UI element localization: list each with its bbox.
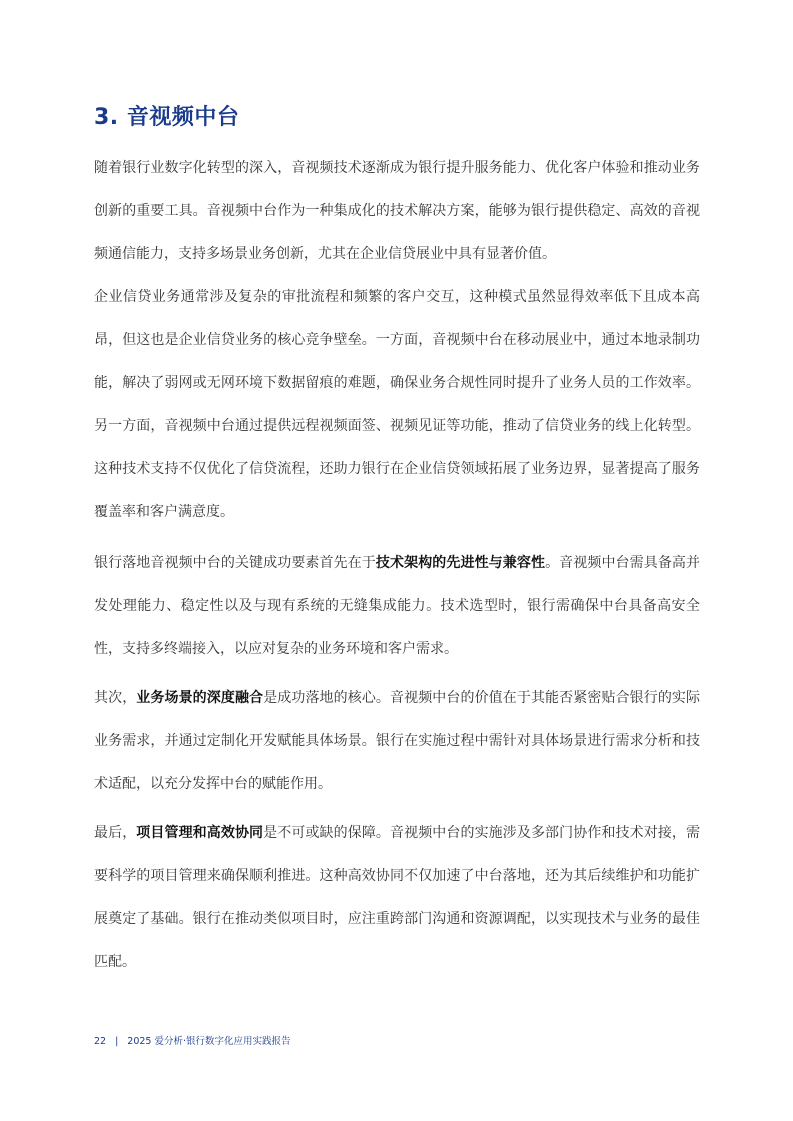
p4-text-after: 是成功落地的核心。音视频中台的价值在于其能否紧密贴合银行的实际业务需求，并通过定制化开发赋能具体场景。银行在实施过程中需针对具体场景进行需求分析和技术适配，以充分发挥中台的赋能作用。 bbox=[94, 690, 701, 792]
p3-text-after: 。音视频中台需具备高并发处理能力、稳定性以及与现有系统的无缝集成能力。技术选型时，银行需确保中台具备高安全性，支持多终端接入，以应对复杂的业务环境和客户需求。 bbox=[94, 555, 701, 657]
p4-bold-phrase: 业务场景的深度融合 bbox=[136, 690, 264, 706]
paragraph-key-factor-scenario bbox=[94, 677, 700, 806]
p4-text-before: 其次， bbox=[94, 690, 137, 706]
paragraph-credit-business: 企业信贷业务通常涉及复杂的审批流程和频繁的客户交互，这种模式虽然显得效率低下且成本高昂，但这也是企业信贷业务的核心竞争壁垒。一方面，音视频中台在移动展业中，通过本地录制功能，解决了弱网或无网环境下数据留痕的难题，确保业务合规性同时提升了业务人员的工作效率。另一方面，音视频中台通过提供远程视频面签、视频见证等功能，推动了信贷业务的线上化转型。这种技术支持不仅优化了信贷流程，还助力银行在企业信贷领域拓展了业务边界，显著提高了服务覆盖率和客户满意度。 bbox=[94, 289, 700, 520]
paragraph-key-factor-project bbox=[94, 812, 700, 984]
p5-text-after: 是不可或缺的保障。音视频中台的实施涉及多部门协作和技术对接，需要科学的项目管理来确保顺利推进。这种高效协同不仅加速了中台落地，还为其后续维护和功能扩展奠定了基础。银行在推动类似项目时，应注重跨部门沟通和资源调配，以实现技术与业务的最佳匹配。 bbox=[94, 825, 701, 970]
paragraph-intro: 随着银行业数字化转型的深入，音视频技术逐渐成为银行提升服务能力、优化客户体验和推动业务创新的重要工具。音视频中台作为一种集成化的技术解决方案，能够为银行提供稳定、高效的音视频通信能力，支持多场景业务创新，尤其在企业信贷展业中具有显著价值。 bbox=[94, 160, 700, 262]
footer-separator: | bbox=[115, 1036, 119, 1047]
paragraph-key-factor-tech bbox=[94, 542, 700, 671]
section-title: 3. 音视频中台 bbox=[94, 105, 240, 130]
p5-text-before: 最后， bbox=[94, 825, 137, 841]
report-title: 2025 爱分析·银行数字化应用实践报告 bbox=[127, 1036, 291, 1047]
page-footer bbox=[94, 1033, 291, 1047]
page-number: 22 bbox=[94, 1036, 107, 1047]
p5-bold-phrase: 项目管理和高效协同 bbox=[136, 825, 264, 841]
p3-text-before: 银行落地音视频中台的关键成功要素首先在于 bbox=[94, 555, 376, 571]
p3-bold-phrase: 技术架构的先进性与兼容性 bbox=[375, 555, 546, 571]
